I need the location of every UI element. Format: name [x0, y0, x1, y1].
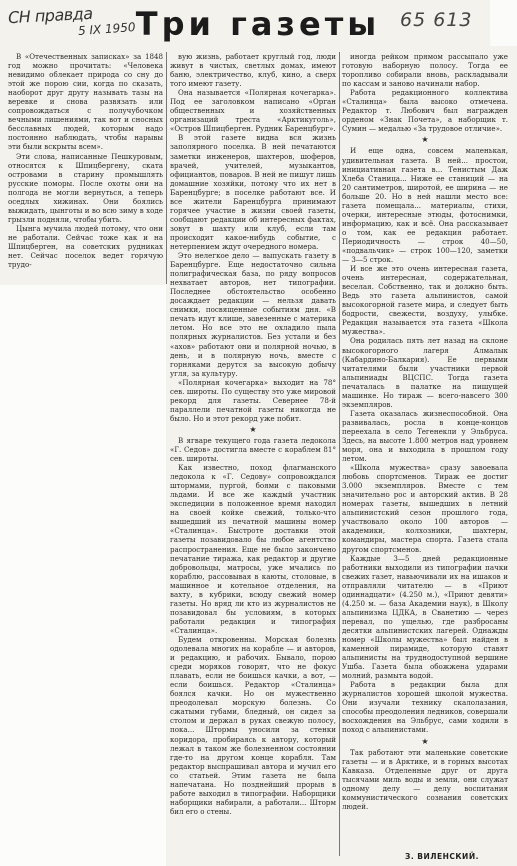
column-3-paragraph: Работа в редакции была для журналистов хорошей школой мужества. Они изучали технику скалолазания, способы преодоления ледников, совершали восхождения на Эльбрус, сами ходили в поход с альпинистами. [342, 680, 508, 735]
column-2-paragraph: «Полярная кочегарка» выходит на 78° сев. широты. По существу это уже мировой рекорд для газеты. Севернее 78-й параллели печатной газеты никогда не было. Но и этот рекорд уже побит. [170, 377, 336, 423]
column-3-paragraph: Работа редакционного коллектива «Сталинца» была высоко отмечена. Редактор т. Любович был награжден орденом «Знак Почета», а наборщик т. Сумин — медалью «За трудовое отличие». [342, 88, 508, 134]
column-2-paragraph: Как известно, поход флагманского ледокола к «Г. Седову» сопровождался штормами, пургой, боями с паковыми льдами. И все же каждый участник экспедиции в положенное время находил на своей койке свежий, только-что вышедший из печатной машины номер «Сталинца». Быстроте доставки этой газеты позавидовало бы любое агентство распространения. Еще не было закончено печатание тиража, как редактор и другие добровольцы, матросы, уже мчались по кораблю, рассовывая в каюты, столовые, в машинное и котельное отделения, на вахту, в кубрики, всюду свежий номер газеты. Но вряд ли кто из журналистов не позавидовал бы условиям, в которых работали редакция и типография «Сталинца». [170, 463, 336, 635]
column-1-paragraph: Эти слова, написанные Пешкуровым, относятся к Шпицбергену, ската островами в старину промышлять русские поморы. После охоты они на полгода не могли вернуться, а теперь оседлых хижинах. Они боялись выжидать, цынготы и во всю зиму в ходе грызли подняли, чтобы убить. [8, 151, 163, 224]
column-3-paragraph: Она родилась пять лет назад на склоне высокогорного лагеря Алмалык (Кабардино-Балкария). Ее первыми читателями были участники первой альпиниады ВЦСПС. Тогда газета печаталась в палатке на пишущей машинке. Но тираж — всего-навсего 300 экземпляров. [342, 336, 508, 409]
handwritten-archive-code: 65 613 [400, 9, 473, 31]
column-divider [166, 52, 167, 284]
column-3-paragraph: Газета оказалась жизнеспособной. Она развивалась, росла в конце-концов переехала в село Тегенекли у Эльбруса. Здесь, на высоте 1.800 метров над уровнем моря, она и выходила в прошлом году летом. [342, 408, 508, 464]
article-column-3 [342, 52, 508, 852]
column-3-paragraph: И еще одна, совсем маленькая, удивительная газета. В ней... простои, инициативная газета в... Тенистым Даж Хлеба Станица... Ниже ее станиций — на 20 сантиметров, широтой, ее ширина — не больше 20. Но в ней нашли место все: газета помещала... материалы, стихи, очерки, интересные этюды, фотоснимки, информацию, как и всё. Она рассказывает о том, как ее редакция работает. Периодичность — строк 40—50, «подвальчик» — строк 100—120, заметки — 3—5 строк. [342, 146, 508, 265]
column-2-paragraph: Это нелегкое дело — выпускать газету в Баренцбурге. Еще недостаточно сильна полиграфическая база, по ряду вопросов нехватает авторов, нет типографии. Последнее обстоятельство особенно досаждает редакции — нельзя давать снимки, посвященные событиям дня. «В печать идут клише, завезенные с материка летом. Но все это не охладило пыла полярных журналистов. Без устали и без «ахов» работают они и полярной ночью, в день, и в полярную ночь, вместе с горняками дерутся за высокую добычу угля, за культуру. [170, 251, 336, 378]
column-1-paragraph: Цынга мучила людей потому, что они не работали. Сейчас тоже как и на Шпицберген, на советских рудниках нет. Сейчас поселок ведет горячую трудо- [8, 223, 163, 270]
column-2-paragraph: В ягваре текущего года газета ледокола «Г. Седов» достигла вместе с кораблем 81° сев. широты. [170, 435, 336, 464]
column-3-paragraph: иногда рейком прямом рассыпало уже готовую наборную полосу. Тогда ее торопливо собирали вновь, раскладывали по кассам и заново начинали набор. [342, 52, 508, 89]
article-column-1 [8, 52, 163, 284]
column-3-paragraph: Так работают эти маленькие советские газеты — и в Арктике, и в горных высотах Кавказа. Отделенные друг от друга тысячами миль воды и земли, они служат одному делу — делу воспитания коммунистического сознания советских людей. [342, 747, 508, 811]
paper-corner-cut [490, 0, 517, 46]
column-2-paragraph: В этой газете видна вся жизнь заполярного поселка. В ней печатаются заметки инженеров, шахтеров, шоферов, врачей, учителей, музыкантов, официантов, поваров. В ней не пишут лишь домашние хозяйки, потому что их нет в Баренцбурге; в поселке работают все. И все жители Баренцбурга принимают горячее участие в жизни своей газеты, сообщают редакции об интересных фактах, зовут в шахту или клуб, если там происходит какое-нибудь событие, с нетерпением ждут очередного номера. [170, 133, 336, 251]
empty-paper-area [0, 285, 166, 866]
column-divider [339, 52, 340, 856]
section-star-divider: ★ [421, 135, 429, 145]
column-2-paragraph: Она называется «Полярная кочегарка». Под ее заголовком написано «Орган общественных и хозяйственных организаций треста «Арктикуголь», «Остров Шпицберген. Рудник Баренцбург». [170, 88, 336, 134]
column-1-paragraph: В «Отечественных записках» за 1848 год можно прочитать: «Человека невидимо облекает природа со сну до этой же порою сии, когда по сказать, наоборот друг другу называть тазы на веревке и снова развязать или сопровождаться с получубочком вечными лишениями, так вот и сносных бесславных людей, которым надо постоянно наблюдать, чтобы нарывы эти были вскрыты всем». [8, 52, 163, 152]
author-signature: З. ВИЛЕНСКИЙ. [405, 852, 479, 861]
article-headline: Три газеты [135, 5, 381, 43]
column-2-paragraph: вую жизнь, работает круглый год, люди живут в чистых, светлых домах, имеют баню, электричество, клуб, кино, а сверх того имеют газету. [170, 52, 336, 89]
article-column-2 [170, 52, 336, 852]
column-2-paragraph: Будем откровенны. Морская болезнь одолевала многих на корабле — и авторов, и редакцию, и рабочих. Бывало, порою среди моряков говорят, что не фокус плавать, если не боишься качки, а вот, — если боишься. Редактор «Сталинца» боялся качки. Но он мужественно преодолевал морскую болезнь. Со сжатыми губами, бледный, он сидел за столом и держал в руках свежую полосу, пока... Штормы уносили за стенки коридора, пробираясь к автору, который лежал в таком же болезненном состоянии где-то на другом конце корабля. Там редактор выспрашивал автора и мучил его со статьей. Этим газета не была напечатана. Но позднейший прорыв в работе выходил в типографии. Наборщики наборщики набирали, а работали... Шторм бил его о стены. [170, 635, 336, 816]
section-star-divider: ★ [249, 424, 257, 434]
handwritten-source-note: СН правда [7, 3, 93, 28]
column-3-paragraph: «Школа мужества» сразу завоевала любовь спортсменов. Тираж ее достиг 3.000 экземпляров. Вместе с тем значительно рос и авторский актив. В 28 номерах газеты, вышедших в летний альпинистский сезон прошлого года, участвовало около 100 авторов — академики, колхозники, шахтеры, командиры, мастера спорта. Газета стала другом спортсменов. [342, 463, 508, 554]
section-star-divider: ★ [421, 736, 429, 746]
column-3-paragraph: И все же это очень интересная газета, очень интересная, содержательная, веселая. Собственно, так и должно быть. Ведь это газета альпинистов, самой высокогорной газете мира, и следует быть бодрости, свежести, воздуху, улыбке. Редакция называется эта газета «Школа мужества». [342, 264, 508, 337]
handwritten-date-note: 5 IX 1950 [77, 20, 136, 38]
column-3-paragraph: Каждые 3—5 дней редакционные работники выходили из типографии пачки свежих газет, навьючивали их на ишаков и отправляли читателю — в «Приют одиннадцати» (4.250 м.), «Приют девяти» (4.250 м. — база Академии наук), в Школу альпинизма ЦДКА, в Сванетию — через перевал, по ущелью, где разбросаны десятки альпинистских лагерей. Однажды номер «Школы мужества» был найден в каменной пирамиде, которую ставят альпинисты на труднодоступной вершине Ушба. Газета была обожжена ударами молний, размыта водой. [342, 553, 508, 681]
